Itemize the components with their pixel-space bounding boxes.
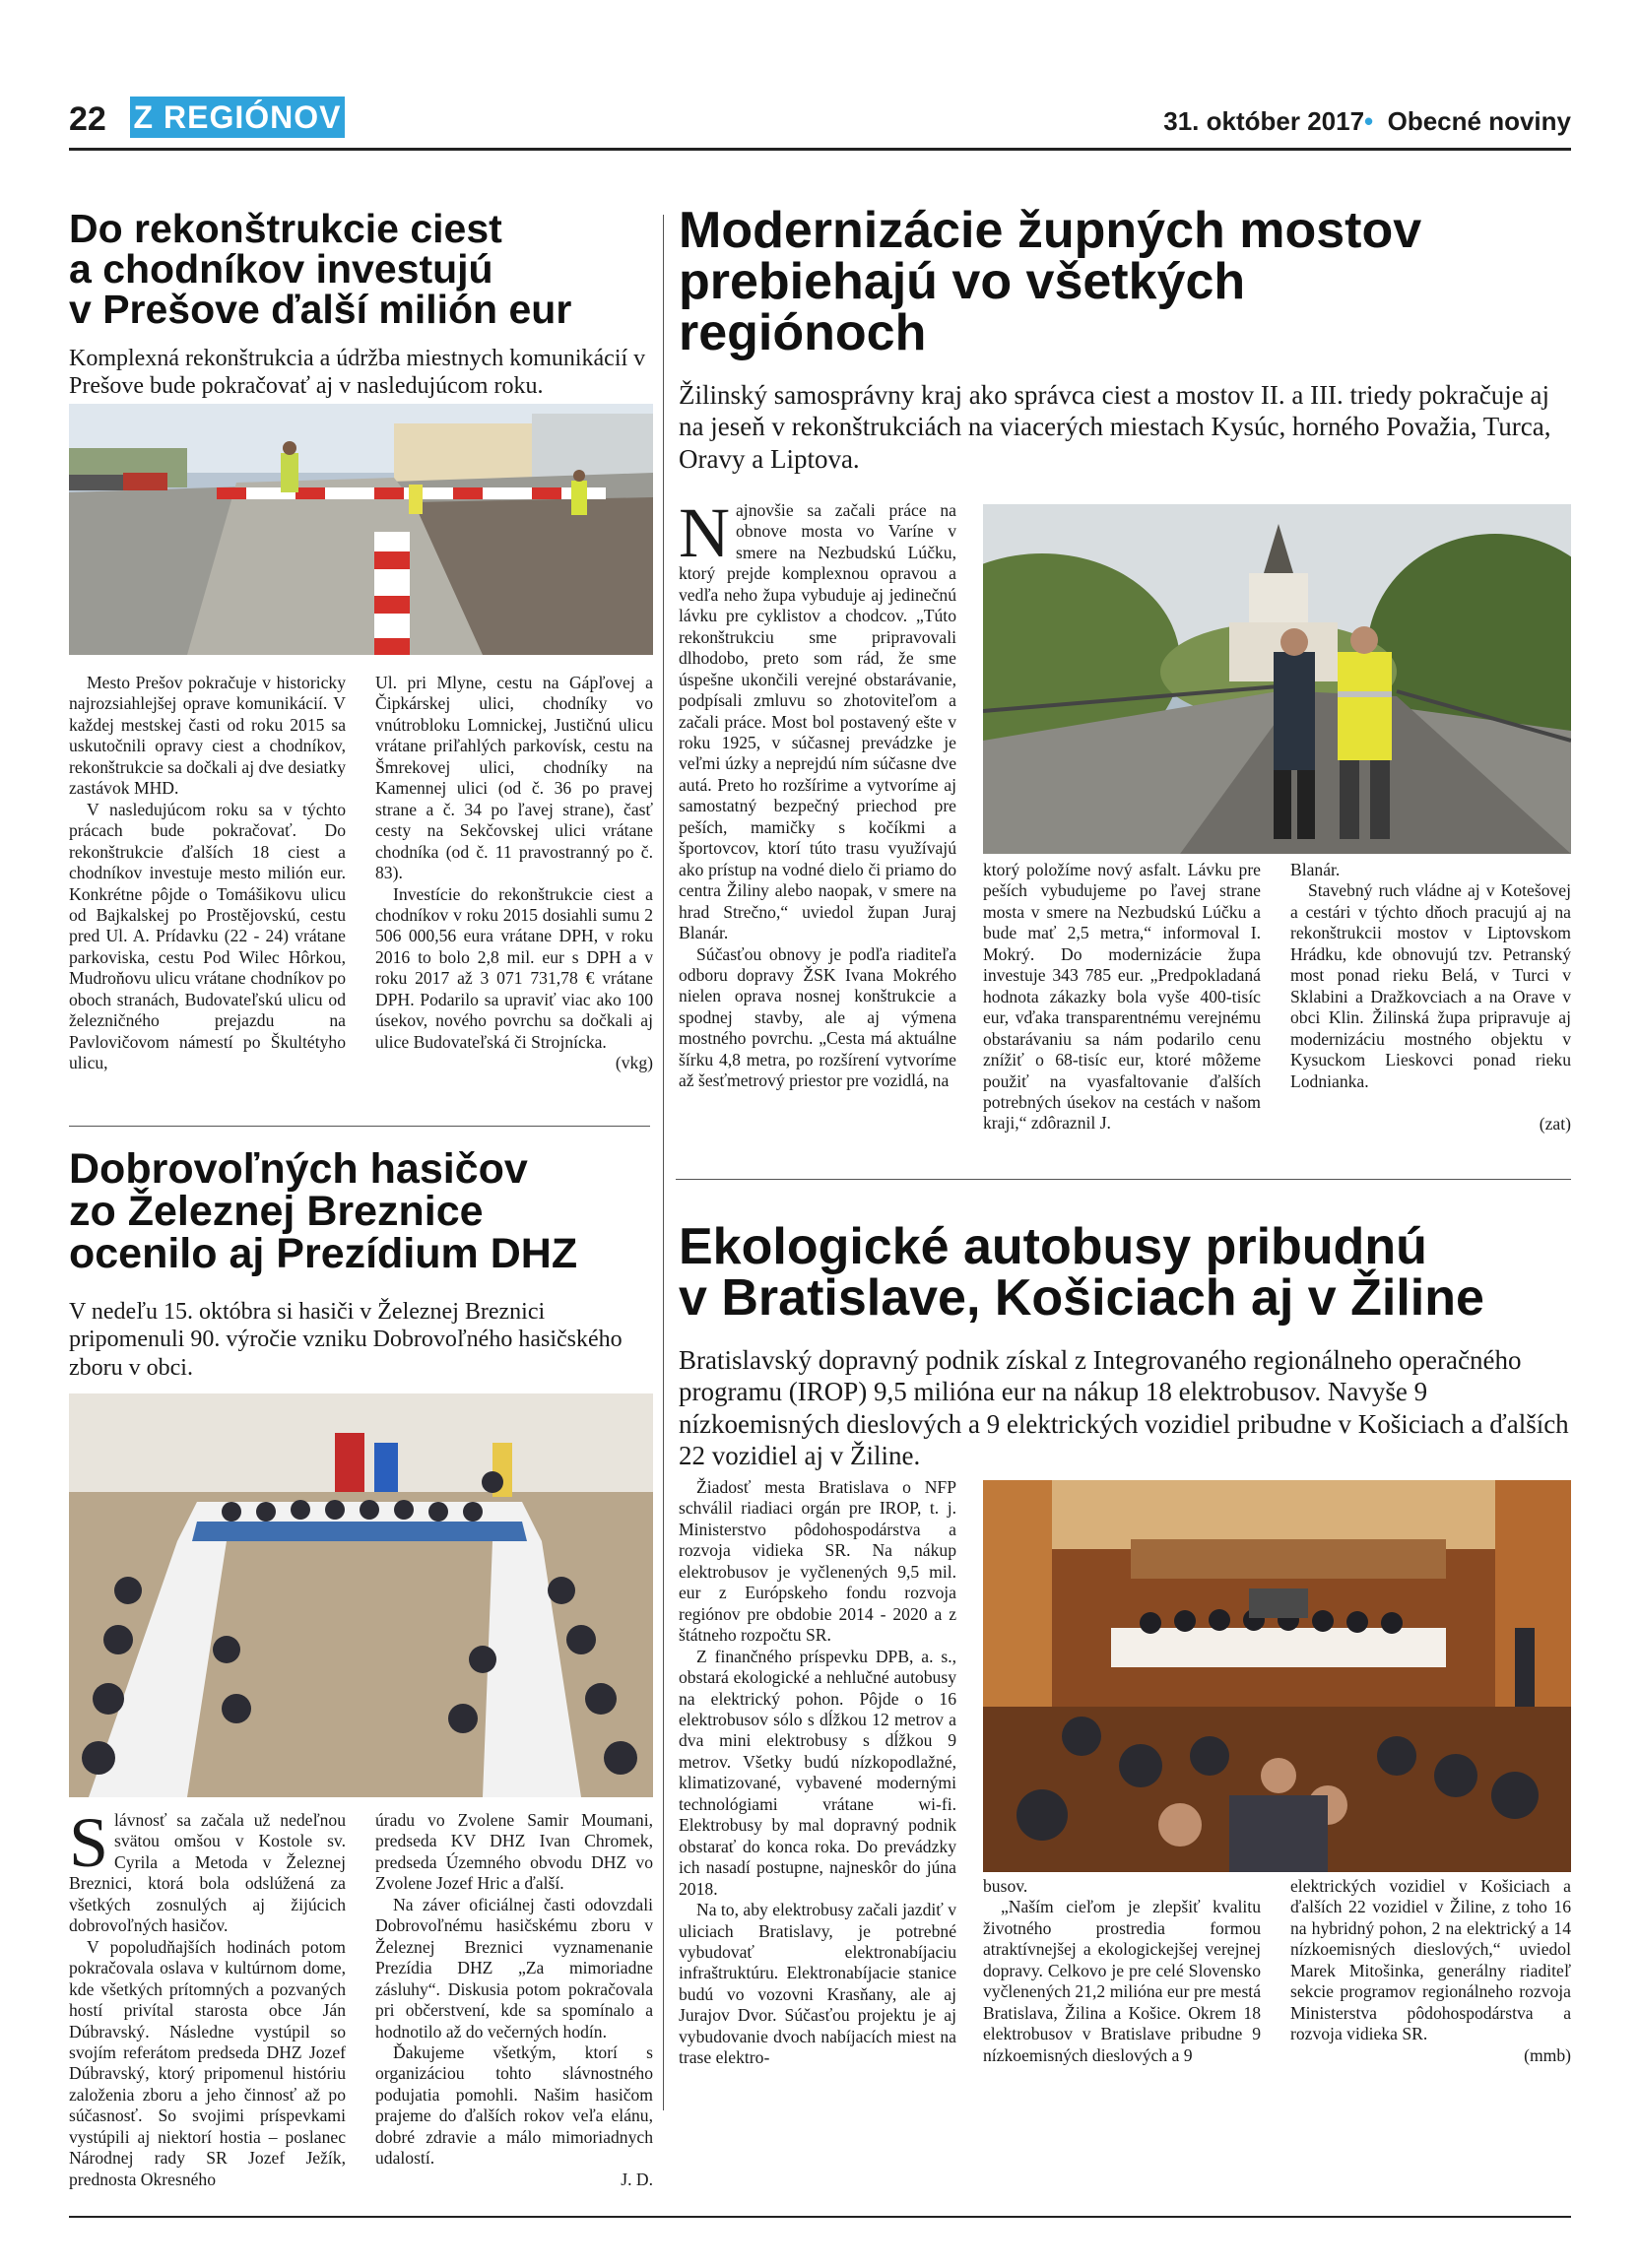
road-construction-photo xyxy=(69,404,653,655)
press-conference-photo xyxy=(983,1480,1571,1872)
article3-byline: J. D. xyxy=(621,2169,653,2189)
publication-name: Obecné noviny xyxy=(1387,106,1571,136)
article4-headline: Ekologické autobusy pribudnú v Bratislave, Košiciach aj v Žiline xyxy=(679,1218,1484,1327)
issue-date: 31. október 2017 xyxy=(1163,106,1365,136)
article4-lead: Bratislavský dopravný podnik získal z Integrovaného regionálneho operačného programu (IROP) 9,5 milióna eur na nákup 18 elektrobusov. Navyše 9 nízkoemisných dieslových a 9 elektrických vozidiel pribudne v Košiciach a ďalších 22 vozidiel aj v Žiline. xyxy=(679,1345,1569,1471)
header-rule xyxy=(69,148,1571,151)
article2-byline: (zat) xyxy=(1539,1113,1571,1134)
page-number: 22 xyxy=(69,100,106,138)
article3-headline: Dobrovoľných hasičov zo Železnej Breznice ocenilo aj Prezídium DHZ xyxy=(69,1145,578,1277)
bridge-inspection-photo xyxy=(983,504,1571,854)
article1-byline: (vkg) xyxy=(615,1053,653,1073)
article3-lead: V nedeľu 15. októbra si hasiči v Železnej Breznici pripomenuli 90. výročie vzniku Dobrovoľného hasičského zboru v obci. xyxy=(69,1299,623,1381)
section-label: Z REGIÓNOV xyxy=(130,97,345,138)
article4-column-3: elektrických vozidiel v Košiciach a ďalších 22 vozidiel v Žiline, z toho 16 na hybridný pohon, 2 na elektrický a 14 nízkoemisných dieslových,“ uviedol Marek Mitošinka, generálny riaditeľ sekcie programov regionálneho rozvoja Ministerstva pôdohospodárstva a rozvoja vidieka SR. (mmb) xyxy=(1290,1876,1571,2065)
article1-column-1: Mesto Prešov pokračuje v historicky najrozsiahlejšej oprave komunikácií. V každej mestskej časti od roku 2015 sa uskutočnili opravy ciest a chodníkov, rekonštrukcie sa dočkali aj dve desiatky zastávok MHD. V nasledujúcom roku sa v týchto prácach bude pokračovať. Do rekonštrukcie ďalších 18 ciest a chodníkov investuje mesto milión eur. Konkrétne pôjde o Tomášikovu ulicu od Bajkalskej po Prostějovskú, cestu pred Ul. A. Prídavku (22 - 24) vrátane parkoviska, cestu Pod Wilec Hôrkou, Mudroňovu ulicu vrátane chodníkov po oboch stranách, Budovateľskú ulicu od železničného prejazdu na Pavlovičovom námestí po Škultétyho ulicu, xyxy=(69,673,346,1073)
article-divider xyxy=(676,1179,1571,1180)
article4-column-2: busov. „Naším cieľom je zlepšiť kvalitu životného prostredia formou atraktívnejšej a ekologickejšej verejnej dopravy. Celkovo je pre celé Slovensko vyčlenených 21,2 milióna eur pre mestá Bratislava, Žilina a Košice. Okrem 18 elektrobusov v Bratislave pribudne 9 nízkoemisných dieslových a 9 xyxy=(983,1876,1261,2065)
article3-column-2: úradu vo Zvolene Samir Moumani, predseda KV DHZ Ivan Chromek, predseda Územného obvodu DHZ vo Zvolene Jozef Hric a ďalší. Na záver oficiálnej časti odovzdali Dobrovoľnému hasičskému zboru v Železnej Breznici vyznamenanie Prezídia DHZ „Za mimoriadne zásluhy“. Diskusia potom pokračovala pri občerstvení, kde sa spomínalo a hodnotilo až do večerných hodín. Ďakujeme všetkým, ktorí s organizáciou tohto slávnostného podujatia pomohli. Našim hasičom prajeme do ďalších rokov veľa elánu, dobré zdravie a málo mimoriadnych udalostí. J. D. xyxy=(375,1810,653,2189)
article1-column-2: Ul. pri Mlyne, cestu na Gápľovej a Čipkárskej ulici, chodníky vo vnútrobloku Lomnickej, Justičnú ulicu vrátane priľahlých parkovísk, cestu na Šmrekovej ulici, chodníky na Kamennej ulici (od č. 36 po pravej strane a č. 34 po ľavej strane), časť cesty na Sekčovskej ulici vrátane chodníka (od č. 11 pravostranný po č. 83). Investície do rekonštrukcie ciest a chodníkov v roku 2015 dosiahli sumu 2 506 000,56 eura vrátane DPH, v roku 2016 to bolo 2,8 mil. eur s DPH a v roku 2017 až 3 071 731,78 € vrátane DPH. Podarilo sa upraviť viac ako 100 úsekov, nového povrchu sa dočkali aj ulice Budovateľská či Strojnícka. (vkg) xyxy=(375,673,653,1073)
article1-headline: Do rekonštrukcie ciest a chodníkov investujú v Prešove ďalší milión eur xyxy=(69,206,572,332)
article4-column-1: Žiadosť mesta Bratislava o NFP schválil riadiaci orgán pre IROP, t. j. Ministerstvo pôdohospodárstva a rozvoja vidieka SR. Na nákup elektrobusov je vyčlenených 9,5 mil. eur z Európskeho fondu rozvoja regiónov pre obdobie 2014 - 2020 a z štátneho rozpočtu SR. Z finančného príspevku DPB, a. s., obstará ekologické a nehlučné autobusy na elektrický pohon. Pôjde o 16 elektrobusov sólo s dĺžkou 12 metrov a dva mini elektrobusy s dĺžkou 9 metrov. Všetky budú nízkopodlažné, klimatizované, vybavené modernými technológiami vrátane wi-fi. Elektrobusy by mal dopravný podnik obstarať do konca roka. Do prevádzky ich nasadí postupne, najneskôr do júna 2018. Na to, aby elektrobusy začali jazdiť v uliciach Bratislavy, je potrebné vybudovať elektronabíjaciu infraštruktúru. Elektronabíjacie stanice budú vo vozovni Krasňany, ale aj Jurajov Dvor. Súčasťou projektu je aj vybudovanie dvoch nabíjacích miest na trase elektro- xyxy=(679,1477,956,2068)
article2-dropcap: N xyxy=(679,493,730,572)
article2-column-2: ktorý položíme nový asfalt. Lávku pre peších vybudujeme po ľavej strane mosta v smere na Nezbudskú Lúčku a bude mať 2,5 metra,“ informoval I. Mokrý. Do modernizácie župa investuje 343 785 eur. „Predpokladaná hodnota zákazky bola vyše 400-tisíc eur, vďaka transparentnému verejnému obstarávaniu sa nám podarilo cenu znížiť o 68-tisíc eur, ktoré môžeme použiť na vyasfaltovanie ďalších potrebných úsekov na cestách v našom kraji,“ zdôraznil J. xyxy=(983,860,1261,1134)
firefighters-meeting-photo xyxy=(69,1393,653,1797)
article2-column-3: Blanár. Stavebný ruch vládne aj v Kotešovej a cestári v týchto dňoch pracujú aj na rekonštrukcii mostov v Liptovskom Hrádku, kde obnovujú tzv. Petranský most ponad rieku Belá, v Turci v Sklabini a Dražkovciach a na Orave v obci Klin. Žilinská župa pripravuje aj modernizáciu mostného objektu v Kysuckom Lieskovci ponad rieku Lodnianka. (zat) xyxy=(1290,860,1571,1134)
masthead-info xyxy=(1163,106,1571,137)
separator-bullet: • xyxy=(1364,106,1374,136)
article3-dropcap: S xyxy=(69,1803,109,1882)
article1-lead: Komplexná rekonštrukcia a údržba miestnych komunikácií v Prešove bude pokračovať aj v nasledujúcom roku. xyxy=(69,346,646,400)
column-divider xyxy=(663,215,664,2110)
article-divider xyxy=(69,1126,650,1127)
article2-lead: Žilinský samosprávny kraj ako správca ciest a mostov II. a III. triedy pokračuje aj na jeseň v rekonštrukciách na viacerých miestach Kysúc, horného Považia, Turca, Oravy a Liptova. xyxy=(679,380,1551,474)
article2-column-1: Najnovšie sa začali práce na obnove mosta vo Varíne v smere na Nezbudskú Lúčku, ktorý prejde komplexnou opravou a vedľa neho župa vybuduje aj jedinečnú lávku pre cyklistov a chodcov. „Túto rekonštrukciu sme pripravovali dlhodobo, preto som rád, že sme úspešne ukončili verejné obstarávanie, podpísali zmluvu so zhotoviteľom a začali práce. Most bol postavený ešte v roku 1925, v súčasnej prevádzke je veľmi úzky a neprejdú ním súčasne dve autá. Preto ho rozšírime a vytvoríme aj samostatný bezpečný priechod pre peších, mamičky s kočíkmi a športovcov, ktorí túto trasu využívajú ako prístup na vodné dielo či priamo do centra Žiliny alebo naopak, v smere na hrad Strečno,“ uviedol župan Juraj Blanár. Súčasťou obnovy je podľa riaditeľa odboru dopravy ŽSK Ivana Mokrého nielen oprava nosnej konštrukcie a spodnej stavby, ale aj výmena mostného povrchu. „Cesta má aktuálne šírku 4,8 metra, po rozšírení vytvoríme až šesťmetrový priestor pre vozidlá, na xyxy=(679,493,956,1091)
article2-headline: Modernizácie župných mostov prebiehajú vo všetkých regiónoch xyxy=(679,202,1422,361)
footer-rule xyxy=(69,2216,1571,2218)
article3-column-1: Slávnosť sa začala už nedeľnou svätou omšou v Kostole sv. Cyrila a Metoda v Železnej Breznici, ktorá bola odslúžená za všetkých zosnulých aj žijúcich dobrovoľných hasičov. V popoludňajších hodinách potom pokračovala oslava v kultúrnom dome, kde všetkých prítomných a pozvaných hostí privítal starosta obce Ján Dúbravský. Následne vystúpil so svojím referátom predseda DHZ Jozef Dúbravský, ktorý pripomenul históriu založenia zboru a jeho činnosť až po súčasnosť. So svojimi príspevkami vystúpili aj niektorí hostia – poslanec Národnej rady SR Jozef Ježík, prednosta Okresného xyxy=(69,1803,346,2189)
article4-byline: (mmb) xyxy=(1524,2044,1571,2065)
